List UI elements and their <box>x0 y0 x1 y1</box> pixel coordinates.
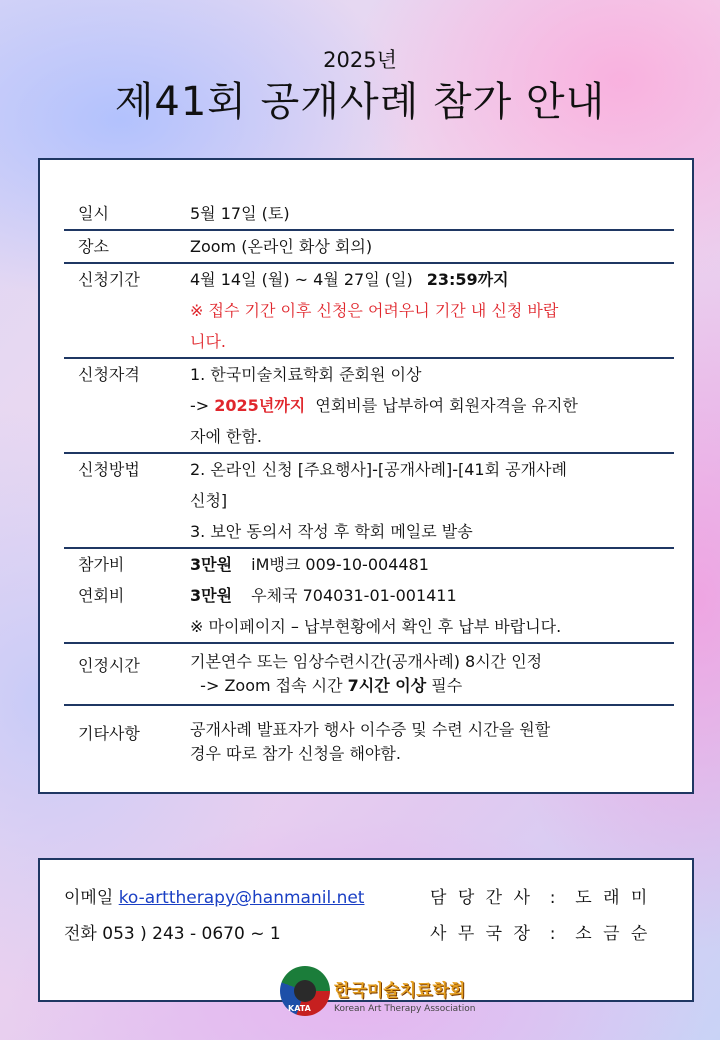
credit-line-2-pre: -> Zoom 접속 시간 <box>190 676 348 695</box>
manager-label: 담 당 간 사 <box>430 888 533 908</box>
qualification-line-1: 1. 한국미술치료학회 준회원 이상 <box>190 365 422 384</box>
year-heading: 2025년 <box>323 48 397 72</box>
qualification-year: 2025년까지 <box>214 396 306 415</box>
email-label: 이메일 <box>64 888 114 908</box>
method-line-3: 3. 보안 동의서 작성 후 학회 메일로 발송 <box>190 522 473 541</box>
value-place: Zoom (온라인 화상 회의) <box>190 230 674 263</box>
manager-name: 도 래 미 <box>575 888 651 908</box>
label-date: 일시 <box>64 198 190 230</box>
credit-line-2-bold: 7시간 이상 <box>347 676 427 695</box>
qualification-line-2: 연회비를 납부하여 회원자격을 유지한 <box>315 396 578 415</box>
etc-line-1: 공개사례 발표자가 행사 이수증 및 수련 시간을 원할 <box>190 720 551 739</box>
period-notice-2: 니다. <box>190 332 226 351</box>
label-place: 장소 <box>64 230 190 263</box>
row-period <box>64 263 674 358</box>
row-fee <box>64 548 674 580</box>
row-annual <box>64 580 674 643</box>
period-dates: 4월 14일 (월) ~ 4월 27일 (일) <box>190 270 413 289</box>
value-annual <box>190 580 674 643</box>
value-period <box>190 263 674 358</box>
row-credit <box>64 643 674 705</box>
logo-name-kr: 한국미술치료학회 <box>334 981 466 1001</box>
page-title: 제41회 공개사례 참가 안내 <box>114 79 606 125</box>
director-name: 소 금 순 <box>575 924 651 944</box>
value-etc <box>190 705 674 766</box>
value-method <box>190 453 674 548</box>
association-logo <box>280 964 480 1024</box>
annual-account: 우체국 704031-01-001411 <box>251 586 457 605</box>
label-annual: 연회비 <box>64 580 190 643</box>
etc-line-2: 경우 따로 참가 신청을 해야함. <box>190 744 401 763</box>
annual-notice: ※ 마이페이지 – 납부현황에서 확인 후 납부 바랍니다. <box>190 617 562 636</box>
fee-account: iM뱅크 009-10-004481 <box>251 555 429 574</box>
qualification-arrow: -> <box>190 396 210 415</box>
value-fee <box>190 548 674 580</box>
method-line-1: 2. 온라인 신청 [주요행사]-[공개사례]-[41회 공개사례 <box>190 460 567 479</box>
manager-colon: : <box>549 888 559 908</box>
label-fee: 참가비 <box>78 555 125 574</box>
label-period: 신청기간 <box>64 263 190 358</box>
row-place <box>64 230 674 263</box>
label-credit: 인정시간 <box>64 643 190 705</box>
row-method <box>64 453 674 548</box>
value-date: 5월 17일 (토) <box>190 198 674 230</box>
label-etc: 기타사항 <box>78 724 140 743</box>
period-deadline: 23:59까지 <box>426 270 509 289</box>
row-date <box>64 198 674 230</box>
info-panel <box>38 158 694 794</box>
info-table <box>64 198 674 766</box>
logo-abbr: KATA <box>288 1004 311 1013</box>
method-line-2: 신청] <box>190 491 228 510</box>
annual-amount: 3만원 <box>190 586 233 605</box>
director-colon: : <box>549 924 559 944</box>
contact-right <box>430 880 650 952</box>
period-notice-1: ※ 접수 기간 이후 신청은 어려우니 기간 내 신청 바랍 <box>190 301 559 320</box>
contact-left <box>64 880 364 952</box>
director-label: 사 무 국 장 <box>430 924 533 944</box>
phone-text: 전화 053 ) 243 - 0670 ~ 1 <box>64 924 281 944</box>
credit-line-1: 기본연수 또는 임상수련시간(공개사례) 8시간 인정 <box>190 652 543 671</box>
label-qualification: 신청자격 <box>64 358 190 453</box>
row-qualification <box>64 358 674 453</box>
qualification-line-3: 자에 한함. <box>190 427 262 446</box>
fee-amount: 3만원 <box>190 555 233 574</box>
value-qualification <box>190 358 674 453</box>
credit-line-2-post: 필수 <box>426 676 463 695</box>
label-method: 신청방법 <box>64 453 190 548</box>
email-link[interactable]: ko-arttherapy@hanmanil.net <box>118 888 365 908</box>
logo-name-en: Korean Art Therapy Association <box>334 1004 476 1014</box>
row-etc <box>64 705 674 766</box>
value-credit <box>190 643 674 705</box>
